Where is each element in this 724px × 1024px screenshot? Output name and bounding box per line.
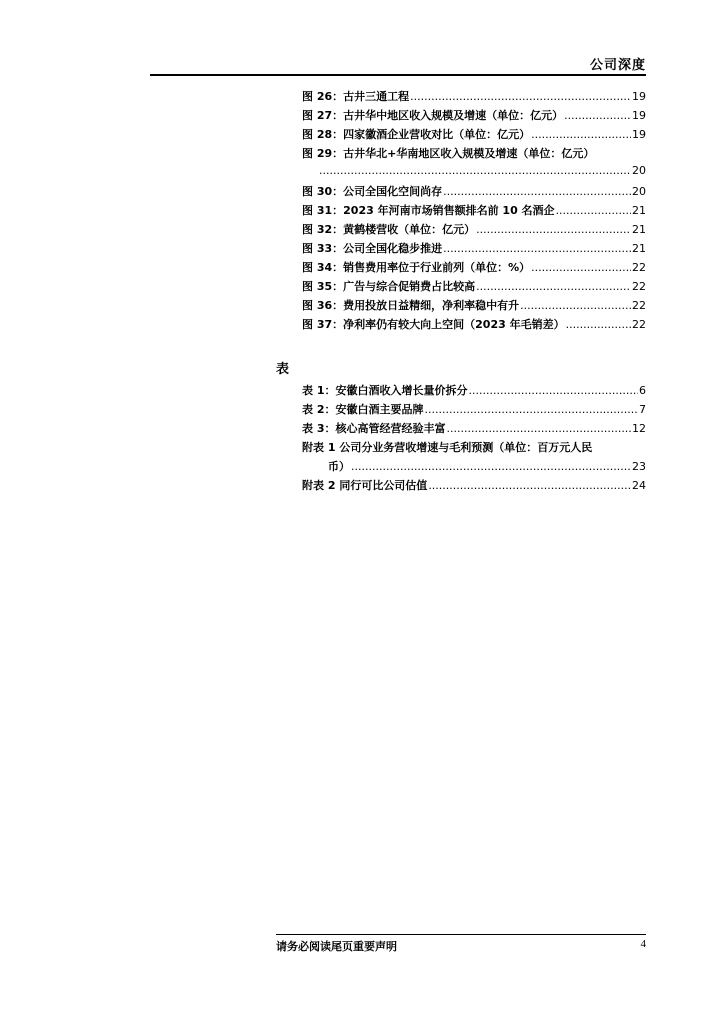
toc-entry-figure-27[interactable] (302, 107, 646, 123)
dot-leader (468, 384, 638, 397)
toc-entry-figure-36[interactable] (302, 297, 646, 313)
toc-entry-label: 图 36：费用投放日益精细，净利率稳中有升 (302, 299, 520, 312)
toc-entry-figure-35[interactable] (302, 278, 646, 294)
toc-entry-label-continued: 币） (328, 460, 350, 473)
dot-leader (520, 299, 631, 312)
toc-entry-page: 19 (632, 90, 646, 103)
toc-entry-label: 图 34：销售费用率位于行业前列（单位：%） (302, 261, 531, 274)
toc-entry-label: 图 35：广告与综合促销费占比较高 (302, 280, 476, 293)
toc-entry-figure-30[interactable] (302, 183, 646, 199)
dot-leader (531, 128, 631, 141)
toc-entry-page: 21 (632, 204, 646, 217)
toc-entry-page: 21 (632, 242, 646, 255)
toc-entry-appendix-table-1-line1[interactable]: 附表 1 公司分业务营收增速与毛利预测（单位：百万元人民 (302, 441, 593, 454)
toc-entry-label: 图 27：古井华中地区收入规模及增速（单位：亿元） (302, 109, 564, 122)
dot-leader (351, 460, 631, 473)
toc-entry-page: 21 (632, 223, 646, 236)
footer-rule (276, 934, 646, 935)
dot-leader (531, 261, 631, 274)
toc-entry-label: 表 3：核心高管经营经验丰富 (302, 422, 446, 435)
toc-entry-figure-28[interactable] (302, 126, 646, 142)
toc-entry-table-2[interactable] (302, 401, 646, 417)
toc-entry-figure-29-line1[interactable]: 图 29：古井华北+华南地区收入规模及增速（单位：亿元） (302, 147, 595, 160)
toc-entry-page: 22 (632, 318, 646, 331)
toc-entry-page: 7 (639, 403, 646, 416)
dot-leader (446, 422, 631, 435)
toc-entry-page: 22 (632, 299, 646, 312)
toc-entry-appendix-table-2[interactable] (302, 477, 646, 493)
toc-entry-label: 图 37：净利率仍有较大向上空间（2023 年毛销差） (302, 318, 565, 331)
toc-entry-page: 24 (632, 479, 646, 492)
dot-leader (443, 242, 631, 255)
dot-leader (476, 280, 631, 293)
page-number: 4 (640, 938, 646, 950)
dot-leader (410, 90, 631, 103)
toc-entry-label: 图 33：公司全国化稳步推进 (302, 242, 443, 255)
toc-entry-page: 12 (632, 422, 646, 435)
toc-entry-page: 23 (632, 460, 646, 473)
dot-leader (564, 109, 631, 122)
header-rule (150, 74, 646, 76)
toc-entry-appendix-table-1[interactable] (328, 458, 646, 474)
toc-entry-page: 20 (632, 185, 646, 198)
toc-entry-figure-31[interactable] (302, 202, 646, 218)
toc-entry-table-3[interactable] (302, 420, 646, 436)
toc-entry-page: 22 (632, 280, 646, 293)
toc-entry-label: 图 26：古井三通工程 (302, 90, 410, 103)
toc-entry-label: 表 1：安徽白酒收入增长量价拆分 (302, 384, 468, 397)
header-title: 公司深度 (589, 58, 646, 73)
toc-entry-label: 图 30：公司全国化空间尚存 (302, 185, 443, 198)
toc-entry-figure-29[interactable] (318, 164, 646, 177)
toc-entry-page: 20 (632, 164, 646, 177)
dot-leader (443, 185, 631, 198)
toc-entry-label: 图 31：2023 年河南市场销售额排名前 10 名酒企 (302, 204, 555, 217)
toc-entry-label: 附表 2 同行可比公司估值 (302, 479, 428, 492)
dot-leader (319, 164, 631, 177)
footer-disclaimer: 请务必阅读尾页重要声明 (276, 940, 397, 953)
tables-section-heading: 表 (276, 362, 290, 377)
dot-leader (556, 204, 631, 217)
toc-entry-page: 6 (639, 384, 646, 397)
toc-entry-page: 19 (632, 109, 646, 122)
toc-entry-table-1[interactable] (302, 382, 646, 398)
toc-entry-figure-33[interactable] (302, 240, 646, 256)
toc-entry-label: 图 28：四家徽酒企业营收对比（单位：亿元） (302, 128, 531, 141)
toc-entry-figure-34[interactable] (302, 259, 646, 275)
toc-entry-label: 表 2：安徽白酒主要品牌 (302, 403, 424, 416)
toc-entry-figure-37[interactable] (302, 316, 646, 332)
toc-entry-page: 22 (632, 261, 646, 274)
toc-entry-figure-32[interactable] (302, 221, 646, 237)
dot-leader (566, 318, 631, 331)
toc-entry-page: 19 (632, 128, 646, 141)
dot-leader (428, 479, 631, 492)
toc-entry-label: 图 32：黄鹤楼营收（单位：亿元） (302, 223, 476, 236)
toc-entry-figure-26[interactable] (302, 88, 646, 104)
dot-leader (476, 223, 631, 236)
dot-leader (424, 403, 638, 416)
